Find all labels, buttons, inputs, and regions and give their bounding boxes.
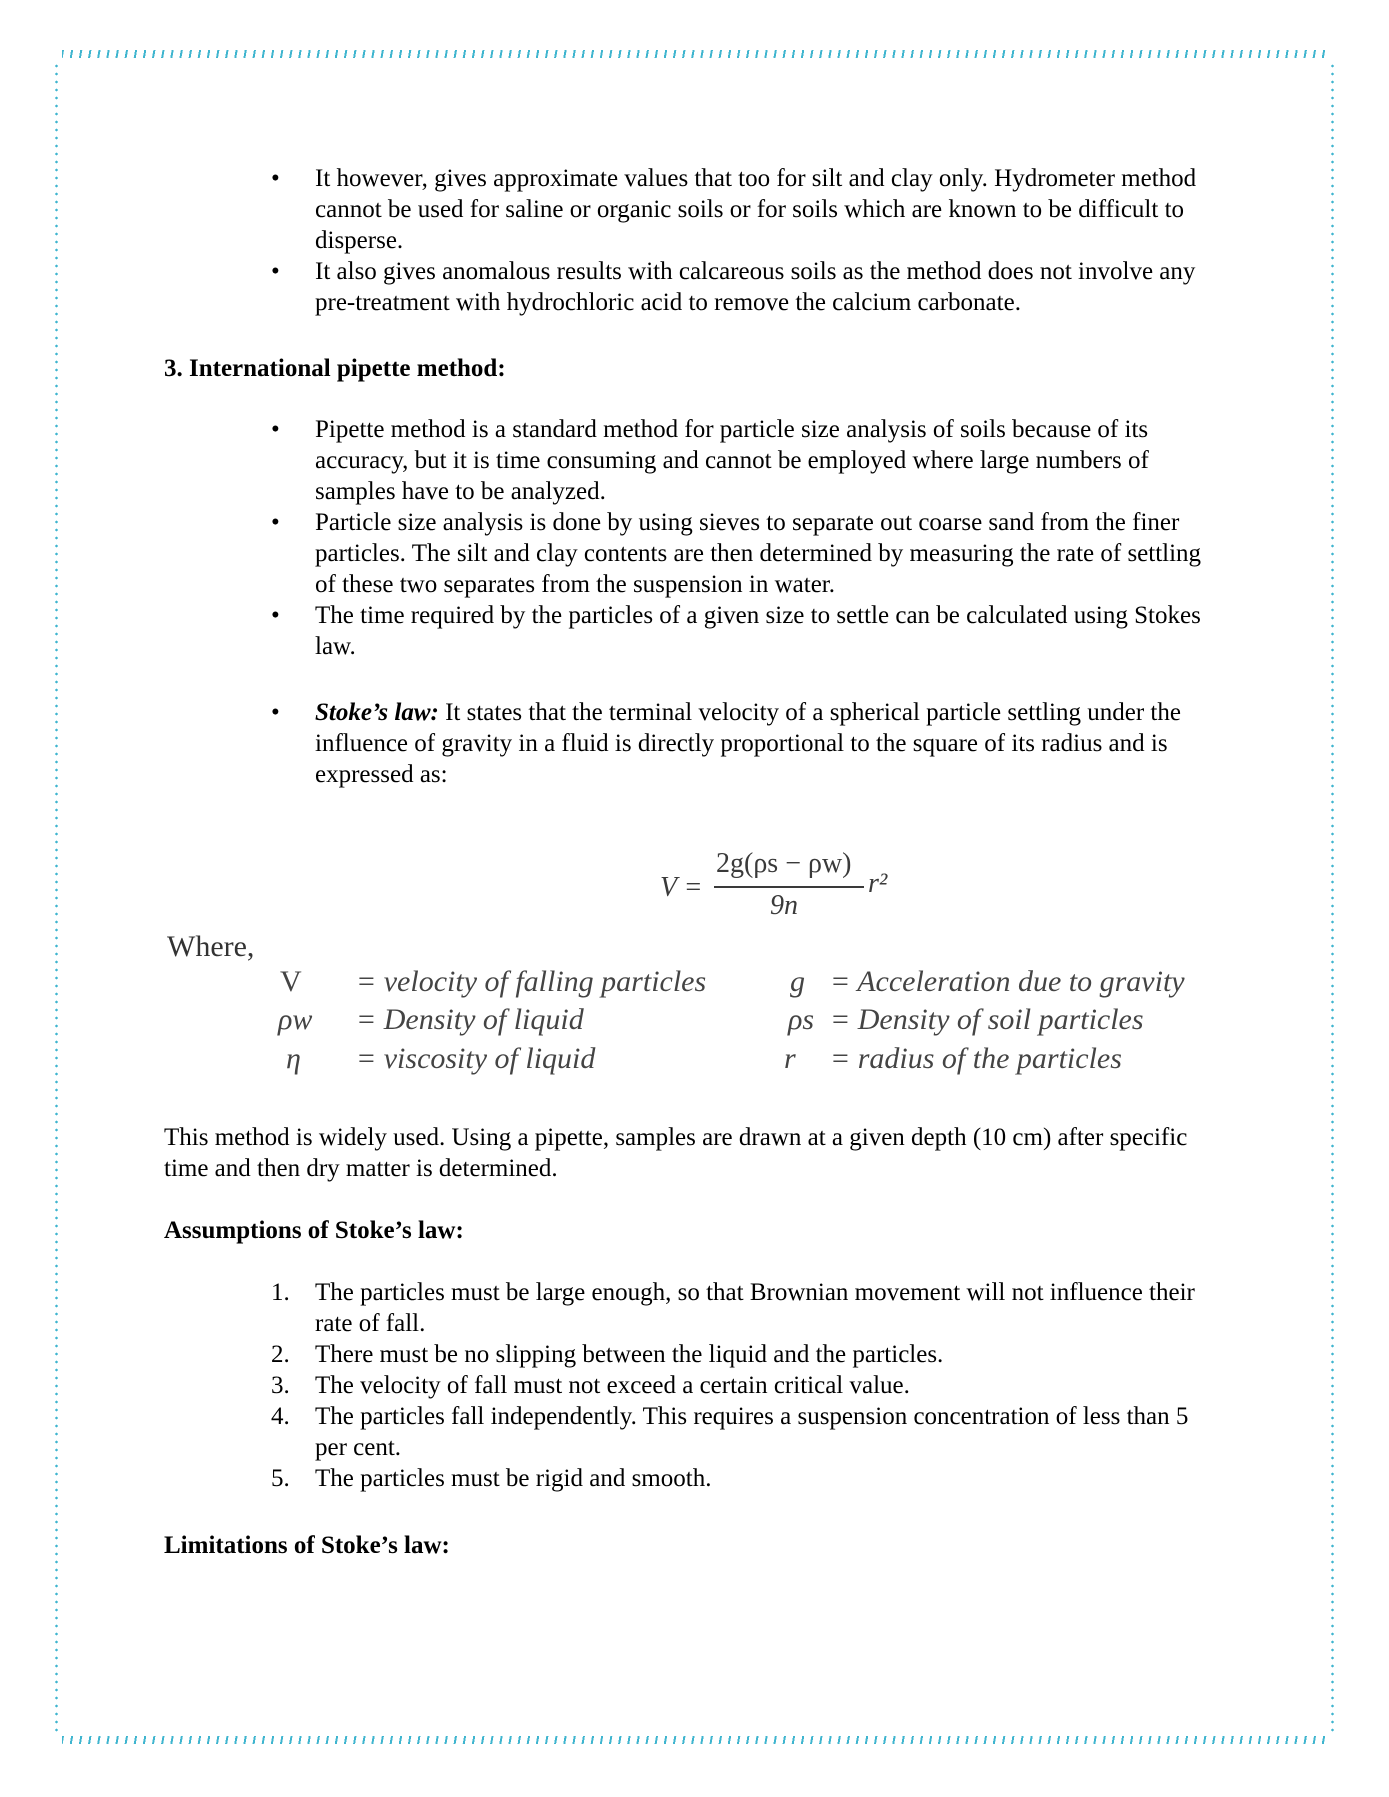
list-item [265,1401,1225,1463]
assumptions-heading: Assumptions of Stoke’s law: [164,1217,464,1244]
legend-definition: = Acceleration due to gravity [830,965,1185,998]
list-number: 2. [271,1341,290,1368]
list-item-text: The particles must be rigid and smooth. [315,1465,712,1492]
legend-definition: = Density of liquid [356,1003,584,1036]
list-item-text: It also gives anomalous results with calcareous soils as the method does not involve any pre-treatment with hydrochloric acid to remove the calcium carbonate. [315,258,1196,316]
stokes-law-text: It states that the terminal velocity of a spherical particle settling under the influence of gravity in a fluid is directly proportional to the square of its radius and is expressed as: [315,699,1181,788]
formula-lhs: V = [660,872,703,903]
bullet-icon: • [271,509,280,536]
list-item-text: The particles must be large enough, so that Brownian movement will not influence their rate of fall. [315,1279,1195,1337]
stokes-law-label: Stoke’s law: [315,699,439,726]
legend-symbol: V [280,965,302,998]
list-item [265,163,1225,256]
legend-symbol: η [286,1042,301,1075]
list-item [265,1339,1225,1370]
list-item [265,1370,1225,1401]
list-item [265,697,1225,790]
list-item-text: The time required by the particles of a given size to settle can be calculated using Stokes law. [315,602,1201,660]
bullet-icon: • [271,165,280,192]
list-item [265,507,1225,600]
limitations-heading: Limitations of Stoke’s law: [164,1532,450,1559]
list-item [265,600,1225,662]
fraction-bar [714,886,864,888]
list-item-text: Particle size analysis is done by using sieves to separate out coarse sand from the finer particles. The silt and clay contents are then determined by measuring the rate of settling of these two separates from the suspension in water. [315,509,1202,598]
hydrometer-limitations-list [265,163,1225,318]
list-number: 1. [271,1279,290,1306]
legend-definition: = viscosity of liquid [356,1042,596,1075]
assumptions-list [265,1277,1225,1494]
formula-denominator: 9n [770,890,798,921]
stokes-formula [660,848,920,928]
stokes-law-list [265,697,1225,790]
bullet-icon: • [271,699,280,726]
list-item [265,1277,1225,1339]
formula-tail: r² [868,868,888,899]
list-number: 5. [271,1465,290,1492]
where-label: Where, [167,930,255,963]
legend-symbol: g [790,965,805,998]
bullet-icon: • [271,416,280,443]
list-item-text: The velocity of fall must not exceed a certain critical value. [315,1372,910,1399]
legend-symbol: r [784,1042,796,1075]
legend-definition: = Density of soil particles [830,1003,1144,1036]
legend-definition: = velocity of falling particles [356,965,707,998]
list-item [265,256,1225,318]
section-heading: 3. International pipette method: [164,355,506,382]
list-item [265,1463,1225,1494]
list-item-text: Pipette method is a standard method for particle size analysis of soils because of its accuracy, but it is time consuming and cannot be employed where large numbers of samples have to be analyzed. [315,416,1149,505]
list-item-text: The particles fall independently. This requires a suspension concentration of less than 5 per cent. [315,1403,1189,1461]
list-number: 3. [271,1372,290,1399]
list-item-text: There must be no slipping between the liquid and the particles. [315,1341,944,1368]
legend-symbol: ρs [788,1003,815,1036]
bullet-icon: • [271,258,280,285]
bullet-icon: • [271,602,280,629]
pipette-method-list [265,414,1225,662]
list-number: 4. [271,1403,290,1430]
legend-definition: = radius of the particles [830,1042,1122,1075]
list-item [265,414,1225,507]
method-paragraph: This method is widely used. Using a pipette, samples are drawn at a given depth (10 cm) after specific time and then dry matter is determined. [164,1124,1188,1182]
legend-symbol: ρw [278,1003,313,1036]
list-item-text: It however, gives approximate values that too for silt and clay only. Hydrometer method cannot be used for saline or organic soils or for soils which are known to be difficult to disperse. [315,165,1197,254]
formula-numerator: 2g(ρs − ρw) [716,848,852,879]
